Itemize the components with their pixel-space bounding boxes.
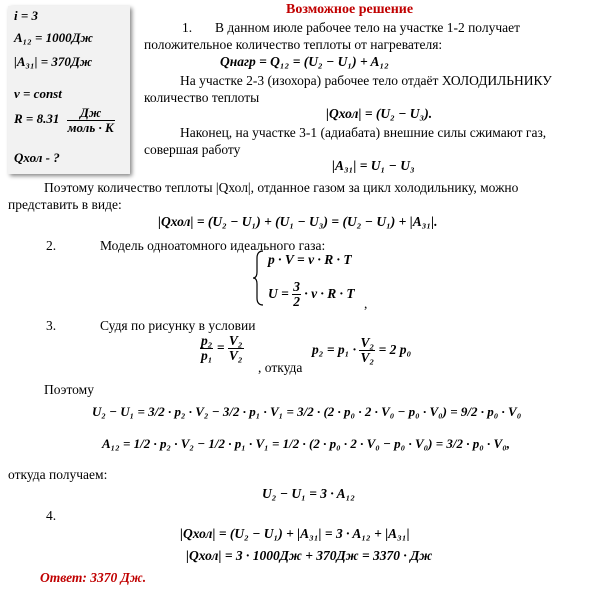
given-box [8,6,130,174]
s3-text: Судя по рисунку в условии [100,318,256,333]
s2-comma: , [364,296,368,311]
s4-formula-1: |Qхол| = (U₂ − U₁) + |A₃₁| = 3 · A₁₂ + |A₃₁| [180,526,410,541]
s3-otkuda: , откуда [258,360,303,375]
s3-eq-du: U₂ − U₁ = 3/2 · p₂ · V₂ − 3/2 · p₁ · V₁ = 3/2 · (2 · p₀ · 2 · V₀ − p₀ · V₀) = 9/2 · p₀ · V₀ [92,404,522,419]
system-brace [252,250,264,306]
s3-eq-a12: A₁₂ = 1/2 · p₂ · V₂ − 1/2 · p₁ · V₁ = 1/2 · (2 · p₀ · 2 · V₀ − p₀ · V₀) = 3/2 · p₀ · V₀, [102,436,510,451]
s1-p3b: совершая работу [144,142,241,157]
s3-otkuda-poluchaem: откуда получаем: [8,467,108,482]
given-i: i = 3 [14,8,39,23]
s1-formula-qhol: |Qхол| = (U₂ − U₃). [326,106,433,121]
given-r-num: Дж [67,106,115,121]
given-a12: A₁₂ = 1000Дж [14,30,93,45]
given-r-den: моль · K [67,119,114,135]
answer: Ответ: 3370 Дж. [40,570,147,585]
s1-p1b: положительное количество теплоты от нагревателя: [144,37,443,52]
s2-eq-u: U = $\frac{3}{2}$ · ν · R · T [268,279,355,310]
s2-num: 2. [46,238,57,253]
solution-title: Возможное решение [286,2,414,17]
s2-eq-pv: p · V = ν · R · T [268,252,352,267]
s3-ratio: $\frac{\text{p₂}}{\text{p₁}}$ = $\frac{\text{V₂}}{\text{V₂}}$ [201,333,243,364]
s1-formula-qnagr: Qнагр = Q₁₂ = (U₂ − U₁) + A₁₂ [220,54,389,69]
s4-formula-2: |Qхол| = 3 · 1000Дж + 370Дж = 3370 · Дж [186,548,433,563]
s2-text: Модель одноатомного идеального газа: [100,238,326,253]
s1-formula-sum: |Qхол| = (U₂ − U₁) + (U₁ − U₃) = (U₂ − U₁) + |A₃₁|. [158,214,438,229]
s1-num: 1. [182,20,193,35]
given-a31: |A₃₁| = 370Дж [14,54,93,69]
s3-poetomu: Поэтому [44,382,94,397]
s1-p2b: количество теплоты [144,90,260,105]
s1-p3a: Наконец, на участке 3-1 (адиабата) внешние силы сжимают газ, [180,125,547,140]
s1-p4b: представить в виде: [8,197,122,212]
s1-p2a: На участке 2-3 (изохора) рабочее тело отдаёт ХОЛОДИЛЬНИКУ [180,73,552,88]
s1-p1a: В данном июле рабочее тело на участке 1-2 получает [215,20,521,35]
s3-num: 3. [46,318,57,333]
given-qhol: Qхол - ? [14,150,60,165]
s4-num: 4. [46,508,57,523]
given-r: R = 8.31 $\frac{Дж}{\text{моль · K}}$ [14,105,114,135]
s3-p2-result: p₂ = p₁ · $\frac{\text{V₂}}{\text{V₂}}$ = 2 p₀ [312,335,412,366]
s1-p4a: Поэтому количество теплоты |Qхол|, отданное газом за цикл холодильнику, можно [44,180,519,195]
given-nu: ν = const [14,86,62,101]
s1-formula-a31: |A₃₁| = U₁ − U₃ [332,158,415,173]
s3-result: U₂ − U₁ = 3 · A₁₂ [262,486,356,501]
